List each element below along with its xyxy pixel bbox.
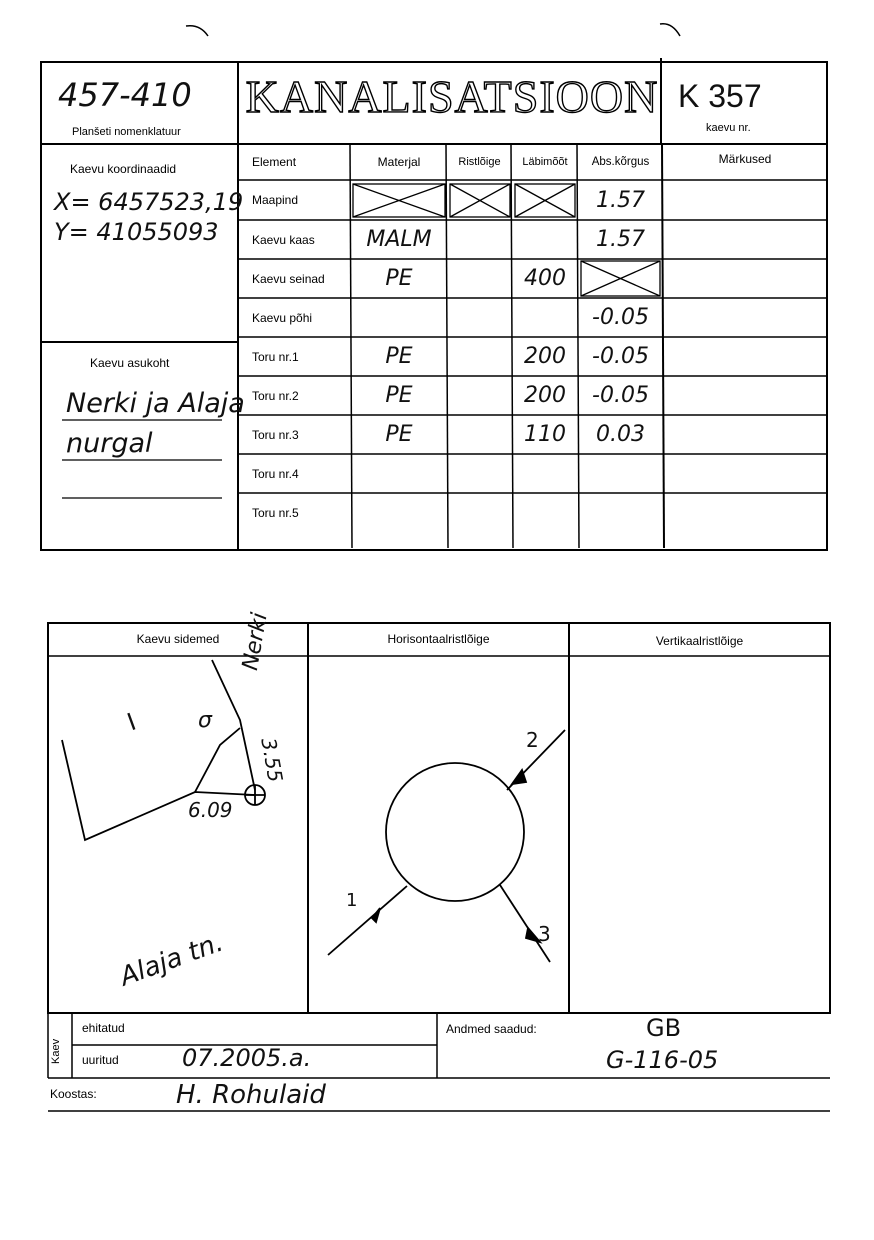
row-element-label: Toru nr.1 (252, 349, 299, 364)
pipe-3-label: 3 (538, 922, 551, 946)
row-elevation-value: 0.03 (596, 422, 645, 447)
row-material-value (351, 180, 447, 220)
row-diameter-value: 200 (524, 344, 566, 369)
nomenclature-value: 457-410 (58, 76, 192, 114)
row-elevation-value (578, 454, 663, 493)
coordinates-label: Kaevu koordinaadid (70, 162, 177, 176)
row-crosssection-value (447, 493, 512, 533)
location-label: Kaevu asukoht (90, 356, 170, 370)
row-crosssection-value (447, 376, 512, 415)
row-elevation-value (578, 259, 663, 298)
row-diameter-value (512, 180, 578, 220)
header-elevation: Abs.kõrgus (591, 156, 650, 168)
row-elevation-value: -0.05 (592, 344, 649, 369)
data-received-value-1: GB (646, 1014, 682, 1042)
row-elevation-value (578, 493, 663, 533)
header-element: Element (252, 155, 297, 169)
row-crosssection-value (447, 415, 512, 454)
kaev-label: Kaev (50, 1038, 62, 1064)
header-notes: Märkused (718, 152, 772, 166)
surveyed-value: 07.2005.a. (182, 1044, 312, 1072)
sketch-tick-mark: σ (198, 708, 212, 733)
data-received-label: Andmed saadud: (446, 1022, 537, 1036)
links-header: Kaevu sidemed (136, 632, 220, 646)
row-crosssection-value (447, 259, 512, 298)
row-notes-value (663, 454, 827, 493)
data-received-value-2: G-116-05 (606, 1046, 719, 1074)
header-diameter: Läbimõõt (522, 156, 568, 168)
row-material-value (351, 454, 447, 493)
row-element-label: Toru nr.3 (252, 427, 299, 442)
sketch-street-alaja: Alaja tn. (116, 927, 228, 993)
row-crosssection-value (447, 337, 512, 376)
row-elevation-value: 1.57 (596, 227, 645, 252)
row-crosssection-value (447, 298, 512, 337)
row-notes-value (663, 415, 827, 454)
horizontal-section-header: Horisontaalristlõige (387, 632, 490, 646)
compiled-by-label: Koostas: (50, 1087, 97, 1101)
row-element-label: Toru nr.5 (252, 506, 299, 520)
compiled-by-value: H. Rohulaid (176, 1080, 326, 1110)
row-diameter-value (512, 298, 578, 337)
row-elevation-value: -0.05 (592, 305, 649, 330)
vertical-section-header: Vertikaalristlõige (655, 634, 744, 648)
row-crosssection-value (447, 454, 512, 493)
row-material-value: PE (385, 344, 413, 369)
row-notes-value (663, 337, 827, 376)
row-notes-value (663, 259, 827, 298)
row-diameter-value (512, 493, 578, 533)
header-crosssection: Ristlõige (458, 156, 501, 168)
built-label: ehitatud (82, 1021, 125, 1035)
row-notes-value (663, 220, 827, 259)
location-line2: nurgal (66, 428, 153, 459)
row-elevation-value: 1.57 (596, 187, 645, 213)
sketch-distance-2: 6.09 (188, 798, 233, 822)
row-element-label: Kaevu seinad (252, 271, 325, 286)
row-element-label: Toru nr.4 (252, 466, 299, 481)
row-material-value: PE (385, 266, 413, 291)
row-notes-value (663, 493, 827, 533)
location-line1: Nerki ja Alaja (66, 388, 245, 419)
row-diameter-value (512, 454, 578, 493)
coordinate-y: Y= 41055093 (54, 218, 219, 246)
row-diameter-value (512, 220, 578, 259)
sketch-street-nerki: Nerki (238, 610, 273, 673)
coordinate-x: X= 6457523,19 (54, 188, 244, 216)
row-crosssection-value (447, 220, 512, 259)
horizontal-section-drawing (328, 730, 565, 962)
row-crosssection-value (447, 180, 512, 220)
row-material-value (351, 493, 447, 533)
nomenclature-label: Planšeti nomenklatuur (72, 126, 181, 138)
row-notes-value (663, 180, 827, 220)
row-material-value: MALM (366, 227, 432, 252)
header-material: Materjal (377, 155, 421, 169)
row-material-value: PE (385, 383, 413, 408)
row-element-label: Kaevu põhi (252, 310, 313, 325)
well-number-label: kaevu nr. (706, 122, 751, 134)
row-element-label: Kaevu kaas (252, 232, 315, 247)
row-notes-value (663, 376, 827, 415)
row-diameter-value: 400 (524, 266, 566, 291)
pipe-1-label: 1 (346, 890, 358, 911)
row-element-label: Maapind (252, 193, 299, 207)
sketch-roman-label: I (123, 707, 140, 737)
row-material-value: PE (385, 422, 413, 447)
row-notes-value (663, 298, 827, 337)
row-diameter-value: 110 (524, 422, 566, 447)
form-title: KANALISATSIOON (245, 71, 659, 122)
row-diameter-value: 200 (524, 383, 566, 408)
well-number-value: K 357 (678, 78, 762, 114)
row-material-value (351, 298, 447, 337)
row-elevation-value: -0.05 (592, 383, 649, 408)
surveyed-label: uuritud (82, 1053, 119, 1067)
sketch-distance-1: 3.55 (256, 736, 288, 785)
pipe-2-label: 2 (526, 728, 539, 752)
row-element-label: Toru nr.2 (252, 388, 299, 403)
location-sketch (62, 660, 265, 840)
